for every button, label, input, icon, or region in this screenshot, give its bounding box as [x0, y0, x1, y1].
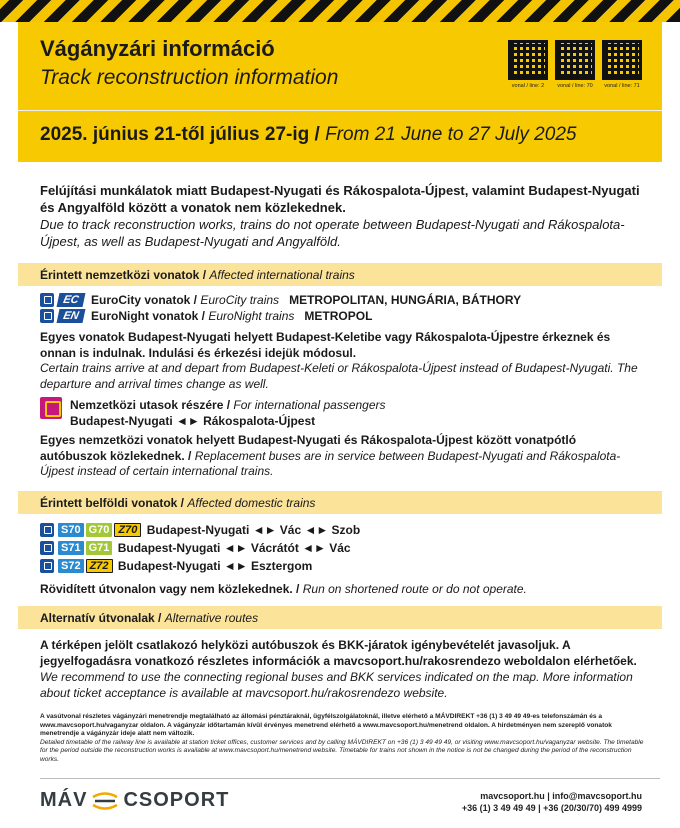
mav-logo-icon: [92, 792, 118, 810]
route-badge: Z72: [86, 559, 113, 573]
footer-divider: [40, 778, 660, 779]
bus-note: [40, 433, 640, 480]
section-heading-en: Alternative routes: [164, 611, 259, 625]
qr-code-icon[interactable]: [555, 40, 595, 80]
header-banner: [18, 22, 662, 110]
qr-label: vonal / line: 2: [511, 83, 545, 89]
qr-code-icon[interactable]: [508, 40, 548, 80]
train-icon: [40, 309, 54, 323]
ec-name-hu: EuroCity vonatok /: [91, 293, 198, 307]
section-international: [18, 263, 662, 286]
date-range: [40, 124, 576, 146]
domestic-note-hu: Rövidített útvonalon vagy nem közlekednek. /: [40, 582, 300, 596]
ec-trains: METROPOLITAN, HUNGÁRIA, BÁTHORY: [289, 293, 522, 307]
domestic-row: [40, 558, 312, 574]
train-icon: [40, 293, 54, 307]
domestic-route-text: Budapest-Nyugati ◄► Vác ◄► Szob: [146, 523, 361, 537]
alternative-text: [40, 637, 650, 701]
ec-name-en: EuroCity trains: [200, 293, 280, 307]
domestic-note-en: Run on shortened route or do not operate.: [302, 582, 527, 596]
section-heading-en: Affected international trains: [209, 268, 355, 282]
fine-print-hu: A vasútvonal részletes vágányzári menetrendje megtalálható az állomási pénztáraknál, ügyfélszolgálatoknál, illetve elérhető a MÁVDIREKT +36 (1) 3 49 49 49-es telefonszámán és a www.mavcsoport.hu/vaganyzar oldalon. A vágányzár időtartamán kívül érvényes menetrend elérhető a www.mavcsoport.hu/menetrend oldalon. A hirdetményen nem szereplő vonatok menetrendje a vágányzár ideje alatt nem változik.: [40, 713, 612, 738]
intro-text: [40, 182, 650, 250]
en-name-hu: EuroNight vonatok /: [91, 309, 205, 323]
hazard-stripe: [0, 0, 680, 22]
bus-note-en: Replacement buses are in service between Budapest-Nyugati and Rákospalota-Újpest instead of certain international trains.: [40, 448, 621, 478]
domestic-row: [40, 540, 351, 556]
international-note-en: Certain trains arrive at and depart from Budapest-Keleti or Rákospalota-Újpest instead of Budapest-Nyugati. The departure and arrival times change as well.: [40, 361, 638, 391]
date-band: [18, 110, 662, 162]
section-heading-hu: Alternatív útvonalak /: [40, 611, 162, 625]
domestic-note: [40, 582, 640, 598]
train-icon: [40, 541, 54, 555]
ec-row: [40, 292, 521, 308]
international-note-hu: Egyes vonatok Budapest-Nyugati helyett Budapest-Keletibe vagy Rákospalota-Újpestre érkeznek és onnan is indulnak. Indulási és érkezési idejük módosul.: [40, 330, 611, 360]
passengers-row: [70, 397, 386, 413]
passengers-en: For international passengers: [233, 398, 386, 412]
section-heading-hu: Érintett belföldi vonatok /: [40, 496, 185, 510]
ec-badge: EC: [57, 293, 86, 307]
section-heading-en: Affected domestic trains: [187, 496, 316, 510]
date-en: From 21 June to 27 July 2025: [325, 124, 577, 145]
section-domestic: [18, 491, 662, 514]
intro-hu: Felújítási munkálatok miatt Budapest-Nyugati és Rákospalota-Újpest, valamint Budapest-Nyugati és Angyalföld között a vonatok nem közlekednek.: [40, 183, 640, 215]
route-badge: S71: [58, 541, 84, 555]
logo-text-left: MÁV: [40, 789, 88, 811]
bus-icon: [40, 397, 62, 419]
qr-code-icon[interactable]: [602, 40, 642, 80]
bus-route: Budapest-Nyugati ◄► Rákospalota-Újpest: [70, 414, 316, 428]
contact-phones[interactable]: +36 (1) 3 49 49 49 | +36 (20/30/70) 499 4999: [461, 803, 642, 813]
contact-web-email[interactable]: mavcsoport.hu | info@mavcsoport.hu: [480, 791, 642, 801]
route-badge: G70: [86, 523, 113, 537]
domestic-route-text: Budapest-Nyugati ◄► Esztergom: [117, 559, 313, 573]
fine-print-en: Detailed timetable of the railway line is available at station ticket offices, customer services and by calling MÁVDIREKT on +36 (1) 3 49 49 49, or visiting www.mavcsoport.hu/vaganyzar website. The timetable for the period outside the reconstruction works is available at www.mavcsoport.hu/menetrend website. Timetable for trains not shown in the notice is not be changed during the period of the reconstruction works.: [40, 738, 644, 763]
en-badge: EN: [57, 309, 86, 323]
logo-text-right: CSOPORT: [123, 789, 230, 811]
domestic-row: [40, 522, 360, 538]
page-subtitle: Track reconstruction information: [40, 66, 339, 89]
passengers-hu: Nemzetközi utasok részére /: [70, 398, 231, 412]
bus-note-hu: Egyes nemzetközi vonatok helyett Budapest-Nyugati és Rákospalota-Újpest között vonatpótló autóbuszok közlekednek. /: [40, 433, 577, 463]
train-icon: [40, 559, 54, 573]
date-hu: 2025. június 21-től július 27-ig /: [40, 124, 320, 145]
qr-label: vonal / line: 71: [604, 83, 640, 89]
route-badge: S70: [58, 523, 84, 537]
international-note: [40, 330, 640, 392]
train-icon: [40, 523, 54, 537]
fine-print: [40, 713, 650, 765]
en-trains: METROPOL: [304, 309, 373, 323]
page-title: Vágányzári információ: [40, 36, 275, 61]
route-badge: G71: [86, 541, 113, 555]
qr-label: vonal / line: 70: [557, 83, 593, 89]
alternative-hu: A térképen jelölt csatlakozó helyközi autóbuszok és BKK-járatok igénybevételét javasoljuk. A jegyelfogadásra vonatkozó részletes információk a mavcsoport.hu/rakosrendezo weboldalon elérhetőek.: [40, 638, 637, 668]
en-row: [40, 308, 372, 324]
en-name-en: EuroNight trains: [208, 309, 295, 323]
section-heading-hu: Érintett nemzetközi vonatok /: [40, 268, 207, 282]
domestic-route-text: Budapest-Nyugati ◄► Vácrátót ◄► Vác: [117, 541, 351, 555]
route-badge: S72: [58, 559, 84, 573]
route-badge: Z70: [114, 523, 141, 537]
section-alternative: [18, 606, 662, 629]
contact-info: [462, 790, 642, 814]
mav-logo: [40, 789, 229, 812]
intro-en: Due to track reconstruction works, trains do not operate between Budapest-Nyugati and Rákospalota-Újpest, as well as Budapest-Nyugati and Angyalföld.: [40, 217, 625, 249]
alternative-en: We recommend to use the connecting regional buses and BKK services indicated on the map. More information about ticket acceptance is available at mavcsoport.hu/rakosrendezo website.: [40, 670, 633, 700]
